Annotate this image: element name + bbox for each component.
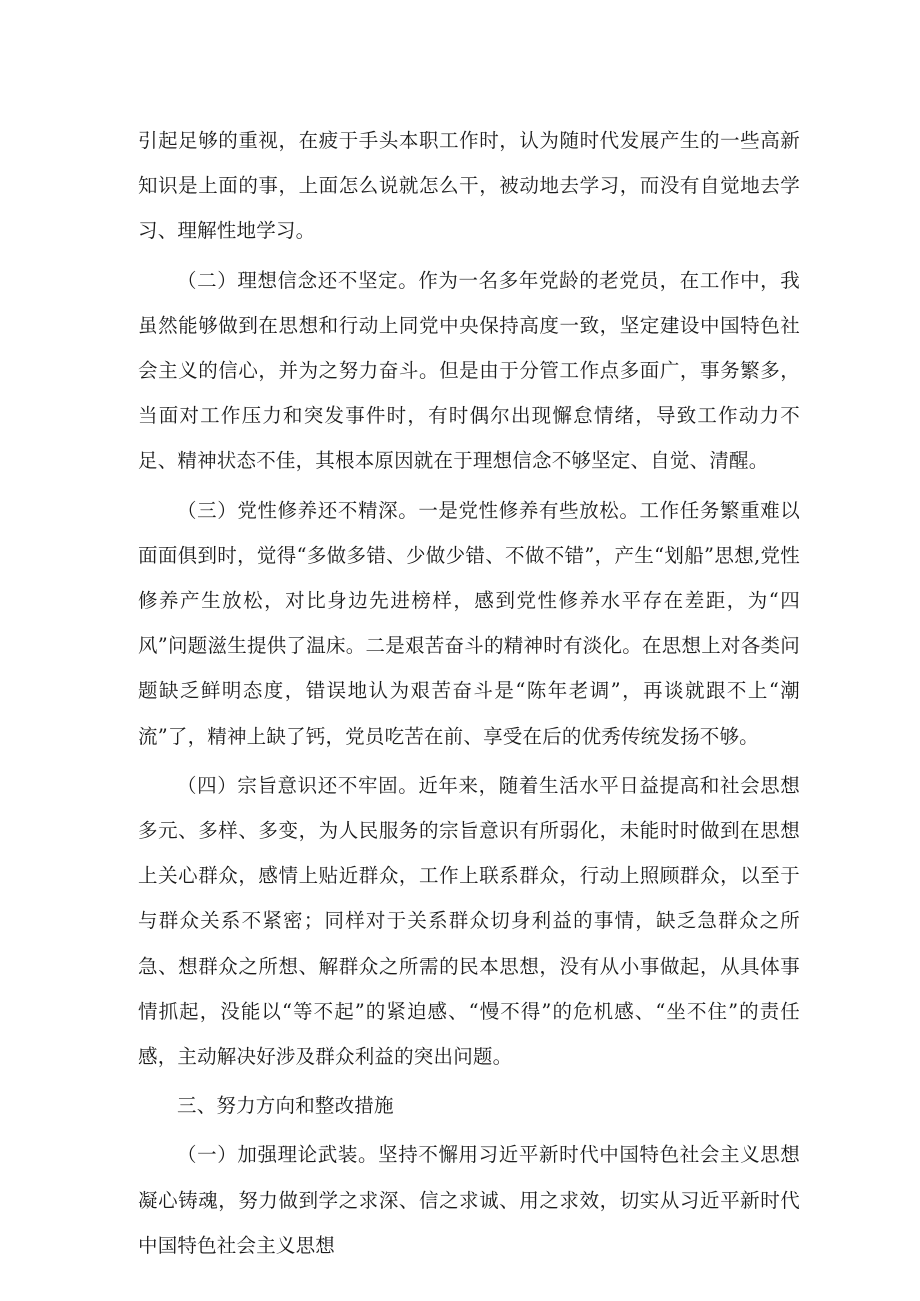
paragraph-party-spirit: （三）党性修养还不精深。一是党性修养有些放松。工作任务繁重难以面面俱到时，觉得“多做多错、少做少错、不做不错”，产生“划船”思想,党性修养产生放松，对比身边先进榜样，感到党性修养水平存在差距，为“四风”问题滋生提供了温床。二是艰苦奋斗的精神时有淡化。在思想上对各类问题缺乏鲜明态度，错误地认为艰苦奋斗是“陈年老调”，再谈就跟不上“潮流”了，精神上缺了钙，党员吃苦在前、享受在后的优秀传统发扬不够。 [138, 498, 800, 748]
paragraph-ideals-beliefs: （二）理想信念还不坚定。作为一名多年党龄的老党员，在工作中，我虽然能够做到在思想和行动上同党中央保持高度一致，坚定建设中国特色社会主义的信心，并为之努力奋斗。但是由于分管工作点多面广，事务繁多，当面对工作压力和突发事件时，有时偶尔出现懈怠情绪，导致工作动力不足、精神状态不佳，其根本原因就在于理想信念不够坚定、自觉、清醒。 [138, 268, 800, 473]
document-body [138, 118, 800, 1272]
paragraph-purpose-awareness: （四）宗旨意识还不牢固。近年来，随着生活水平日益提高和社会思想多元、多样、多变，为人民服务的宗旨意识有所弱化，未能时时做到在思想上关心群众，感情上贴近群众，工作上联系群众，行动上照顾群众，以至于与群众关系不紧密；同样对于关系群众切身利益的事情，缺乏急群众之所急、想群众之所想、解群众之所需的民本思想，没有从小事做起，从具体事情抓起，没能以“等不起”的紧迫感、“慢不得”的危机感、“坐不住”的责任感，主动解决好涉及群众利益的突出问题。 [138, 773, 800, 1069]
paragraph-continuation: 引起足够的重视，在疲于手头本职工作时，认为随时代发展产生的一些高新知识是上面的事，上面怎么说就怎么干，被动地去学习，而没有自觉地去学习、理解性地学习。 [138, 129, 800, 243]
section-heading: 三、努力方向和整改措施 [177, 1094, 394, 1118]
paragraph-theory-armament: （一）加强理论武装。坚持不懈用习近平新时代中国特色社会主义思想凝心铸魂，努力做到学之求深、信之求诚、用之求效，切实从习近平新时代中国特色社会主义思想 [138, 1143, 800, 1257]
